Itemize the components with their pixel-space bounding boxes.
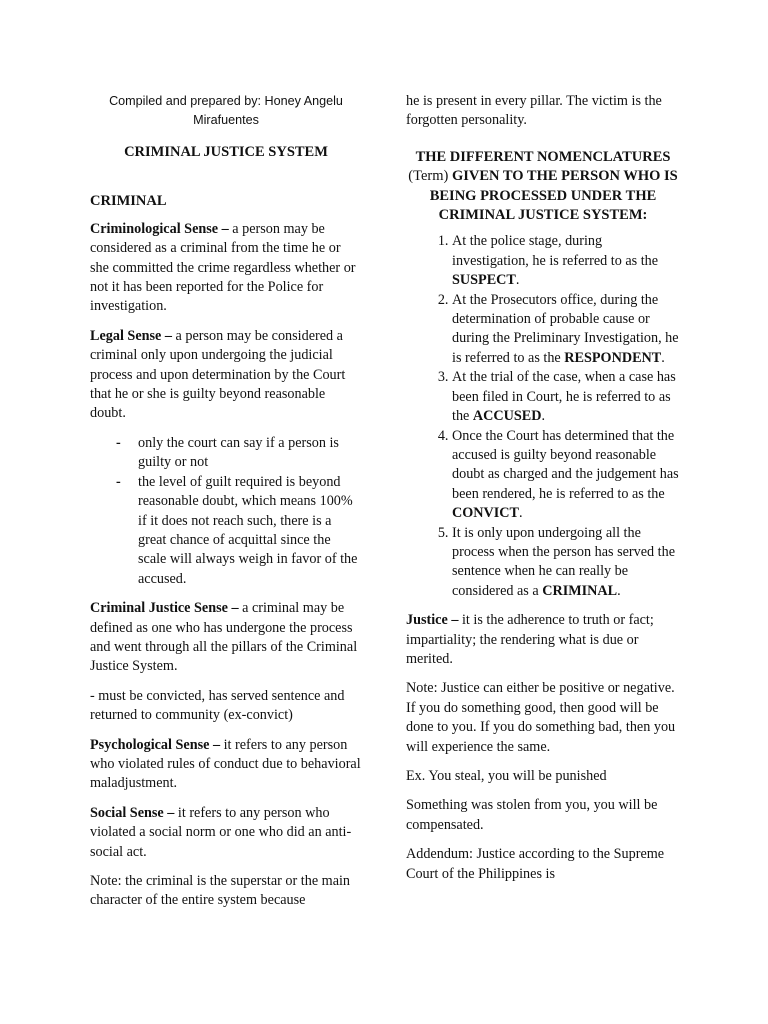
convicted-note: - must be convicted, has served sentence and returned to community (ex-convict) <box>90 687 345 724</box>
legal-sense-term: Legal Sense – <box>90 327 172 344</box>
criminological-sense-term: Criminological Sense – <box>90 220 229 237</box>
list-item <box>452 427 680 524</box>
psychological-sense-text: it refers to any person who violated rules of conduct due to behavioral maladjustment. <box>90 736 361 792</box>
list-item-end: . <box>617 582 621 599</box>
social-sense-text: it refers to any person who violated a social norm or one who did an anti-social act. <box>90 804 352 860</box>
list-item-end: . <box>541 408 546 425</box>
nomenclatures-heading-a: THE DIFFERENT NOMENCLATURES <box>415 148 671 165</box>
credit-line <box>90 92 362 130</box>
list-item-end: . <box>519 505 523 522</box>
example-1: Ex. You steal, you will be punished <box>406 768 607 784</box>
list-item-text: Once the Court has determined that the accused is guilty beyond reasonable doubt as charged and the judgement has been rendered, he is referred to as the <box>452 427 679 502</box>
justice-paragraph <box>406 611 680 669</box>
list-item-end: . <box>661 349 665 366</box>
list-item-text: At the trial of the case, when a case has been filed in Court, he is referred to as the <box>452 369 676 425</box>
list-item-text: At the police stage, during investigation, he is referred to as the <box>452 233 659 269</box>
psychological-sense-paragraph <box>90 736 362 794</box>
bullet-item: - only the court can say if a person is guilty or not <box>138 434 362 473</box>
addendum: Addendum: Justice according to the Supreme Court of the Philippines is <box>406 846 665 882</box>
list-item-term: CONVICT <box>452 505 520 522</box>
psychological-sense-term: Psychological Sense – <box>90 736 221 753</box>
section-heading-criminal: CRIMINAL <box>90 193 167 210</box>
criminal-note: Note: the criminal is the superstar or the main character of the entire system because <box>90 873 351 909</box>
left-column <box>90 92 362 921</box>
list-item-text: It is only upon undergoing all the process when the person has served the sentence when he can really be considered as a <box>452 524 675 599</box>
legal-sense-bullets <box>90 434 362 589</box>
criminal-justice-sense-term: Criminal Justice Sense – <box>90 600 239 617</box>
legal-sense-paragraph <box>90 327 362 424</box>
term-label: (Term) <box>408 168 449 185</box>
criminal-justice-sense-paragraph <box>90 599 362 677</box>
nomenclature-list <box>406 232 680 601</box>
criminal-justice-sense-text: a criminal may be defined as one who has undergone the process and went through all the pillars of the Criminal Justice System. <box>90 600 358 675</box>
example-2: Something was stolen from you, you will be compensated. <box>406 797 658 833</box>
list-item-term: ACCUSED <box>472 408 542 425</box>
list-item-term: SUSPECT <box>452 272 516 289</box>
nomenclatures-heading <box>406 148 680 226</box>
list-item <box>452 368 680 426</box>
list-item-term: CRIMINAL <box>542 582 618 599</box>
social-sense-paragraph <box>90 804 362 862</box>
list-item-text: At the Prosecutors office, during the determination of probable cause or during the Preliminary Investigation, he is referred to as the <box>452 291 679 366</box>
justice-term: Justice – <box>406 612 459 629</box>
nomenclatures-heading-b: GIVEN TO THE PERSON WHO IS BEING PROCESSED UNDER THE CRIMINAL JUSTICE SYSTEM: <box>429 168 678 224</box>
bullet-item: - the level of guilt required is beyond reasonable doubt, which means 100% if it does not reach such, there is a great chance of acquittal since the scale will always weigh in favor of the accused. <box>138 473 362 589</box>
continuation-text: he is present in every pillar. The victim is the forgotten personality. <box>406 93 662 129</box>
list-item <box>452 291 680 369</box>
credit-line-1: Compiled and prepared by: Honey Angelu <box>109 94 343 108</box>
document-title: CRIMINAL JUSTICE SYSTEM <box>124 144 328 160</box>
credit-line-2: Mirafuentes <box>193 113 259 127</box>
justice-text: it is the adherence to truth or fact; impartiality; the rendering what is due or merited. <box>406 612 654 667</box>
list-item-end: . <box>515 272 520 289</box>
criminological-sense-paragraph <box>90 220 362 317</box>
social-sense-term: Social Sense – <box>90 804 175 821</box>
criminological-sense-text: a person may be considered as a criminal from the time he or she committed the crime regardless whether or not it has been reported for the Police for investigation. <box>90 220 356 315</box>
list-item-term: RESPONDENT <box>564 349 662 366</box>
legal-sense-text: a person may be considered a criminal only upon undergoing the judicial process and upon determination by the Court that he or she is guilty beyond reasonable doubt. <box>90 327 346 422</box>
right-column <box>406 92 680 894</box>
justice-note: Note: Justice can either be positive or negative. If you do something good, then good will be done to you. If you do something bad, then you will experience the same. <box>406 680 676 755</box>
list-item <box>452 524 680 602</box>
list-item <box>452 232 680 290</box>
